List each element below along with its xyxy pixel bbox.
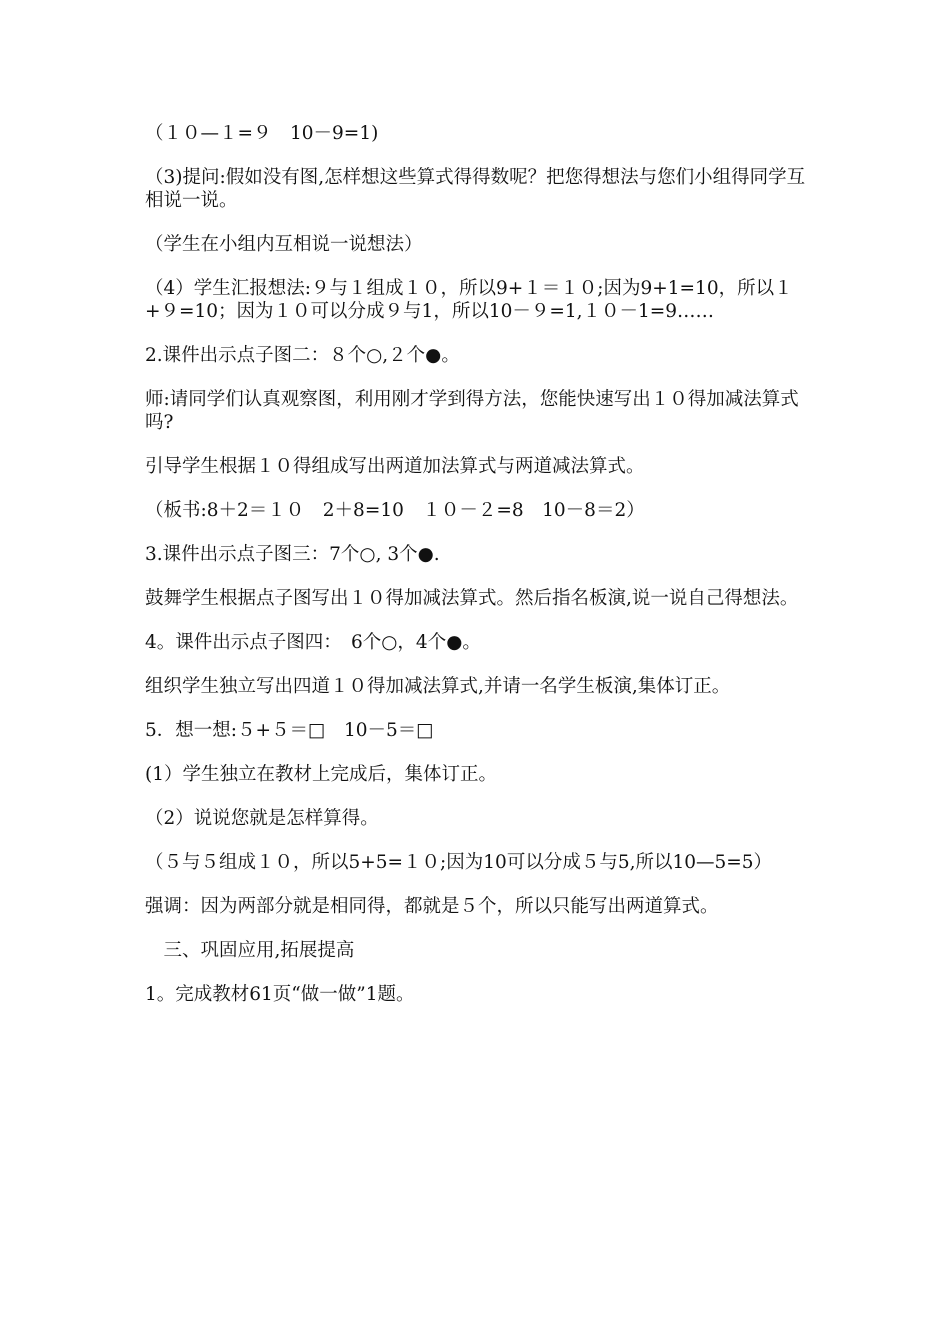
paragraph-think-5: 5．想一想:５+５＝□ 10－5＝□ [145, 720, 434, 741]
paragraph-explanation-5-plus-5: （５与５组成１０，所以5+5=１０;因为10可以分成５与5,所以10—5=5） [145, 852, 773, 873]
paragraph-step-1: (1）学生独立在教材上完成后，集体订正。 [145, 764, 497, 785]
section-heading-3: 三、巩固应用,拓展提高 [145, 940, 355, 961]
paragraph-report-4: （4）学生汇报想法:９与１组成１０，所以9+１＝１０;因为9+1=10，所以１+９=10；因为１０可以分成９与1，所以10－９=1,１０－1=9…… [145, 278, 793, 322]
paragraph-dot-diagram-4: 4。课件出示点子图四： 6个○，4个●。 [145, 632, 481, 653]
paragraph-group-discussion: （学生在小组内互相说一说想法） [145, 234, 423, 255]
paragraph-dot-diagram-3: 3.课件出示点子图三：7个○, 3个●. [145, 544, 440, 565]
paragraph-emphasis: 强调：因为两部分就是相同得，都就是５个，所以只能写出两道算式。 [145, 896, 719, 917]
paragraph-exercise-1: 1。完成教材61页“做一做”1题。 [145, 984, 415, 1005]
paragraph-equation-10-minus-1: （１０—１=９ 10－9=1) [145, 123, 379, 144]
paragraph-question-3: （3)提问:假如没有图,怎样想这些算式得得数呢？把您得想法与您们小组得同学互相说一说。 [145, 167, 806, 211]
paragraph-guide-students: 引导学生根据１０得组成写出两道加法算式与两道减法算式。 [145, 456, 645, 477]
paragraph-board-writing: （板书:8＋2＝１０ 2＋8=10 １０－２=8 10－8＝2） [145, 500, 645, 521]
paragraph-organize-students: 组织学生独立写出四道１０得加减法算式,并请一名学生板演,集体订正。 [145, 676, 731, 697]
paragraph-encourage-students: 鼓舞学生根据点子图写出１０得加减法算式。然后指名板演,说一说自己得想法。 [145, 588, 799, 609]
paragraph-teacher-prompt: 师:请同学们认真观察图，利用刚才学到得方法，您能快速写出１０得加减法算式吗? [145, 389, 799, 433]
document-body [145, 122, 815, 1027]
paragraph-dot-diagram-2: 2.课件出示点子图二：８个○,２个●。 [145, 345, 460, 366]
paragraph-step-2: （2）说说您就是怎样算得。 [145, 808, 379, 829]
